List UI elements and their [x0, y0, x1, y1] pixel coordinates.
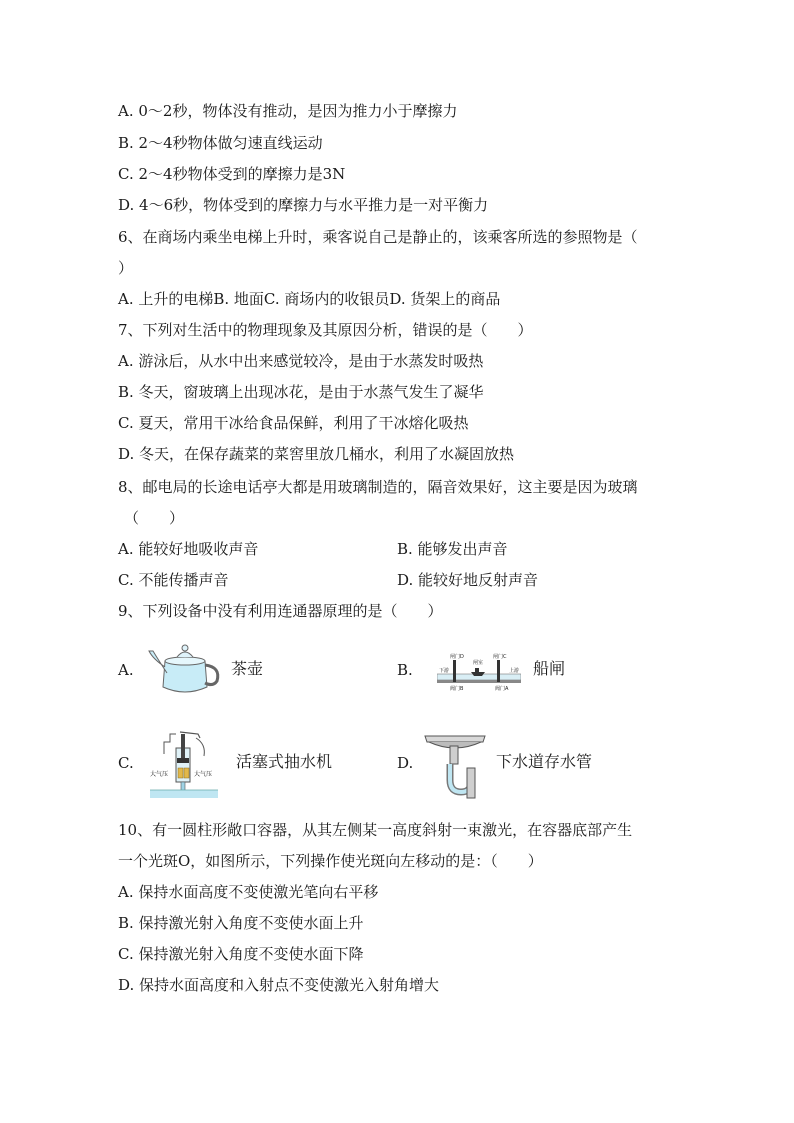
q7-stem: 7、下列对生活中的物理现象及其原因分析，错误的是（ ） — [118, 321, 533, 339]
q8-stem: 8、邮电局的长途电话亭大都是用玻璃制造的，隔音效果好，这主要是因为玻璃 — [118, 478, 638, 496]
q9-option-a-letter: A. — [118, 661, 134, 679]
q7-option-b: B. 冬天，窗玻璃上出现冰花，是由于水蒸气发生了凝华 — [118, 383, 484, 401]
q10-option-d: D. 保持水面高度和入射点不变使激光入射角增大 — [118, 976, 440, 994]
lock-label-valve-b: 阀门B — [450, 686, 464, 692]
q9-option-a-caption: 茶壶 — [231, 659, 264, 678]
q9-stem: 9、下列设备中没有利用连通器原理的是（ ） — [118, 602, 443, 620]
q10-stem-cont: 一个光斑O，如图所示，下列操作使光斑向左移动的是：（ ） — [118, 852, 543, 870]
q10-option-a: A. 保持水面高度不变使激光笔向右平移 — [118, 883, 379, 901]
q9-option-b-caption: 船闸 — [533, 659, 566, 678]
lock-label-gate-d: 闸门D — [450, 654, 464, 660]
lock-label-valve-a: 阀门A — [495, 686, 509, 692]
q10-option-c: C. 保持激光射入角度不变使水面下降 — [118, 945, 364, 963]
q7-option-a: A. 游泳后，从水中出来感觉较冷，是由于水蒸发时吸热 — [118, 352, 484, 370]
q8-stem-end: （ ） — [124, 509, 185, 527]
q5-option-a: A. 0～2秒，物体没有推动，是因为推力小于摩擦力 — [118, 102, 458, 120]
q7-option-d: D. 冬天，在保存蔬菜的菜窖里放几桶水，利用了水凝固放热 — [118, 445, 515, 463]
pump-label-atm-right: 大气压 — [194, 771, 213, 778]
q9-option-b-letter: B. — [397, 661, 413, 679]
lock-label-downstream: 下游 — [439, 668, 450, 674]
q6-options: A. 上升的电梯B. 地面C. 商场内的收银员D. 货架上的商品 — [118, 290, 501, 308]
q6-stem: 6、在商场内乘坐电梯上升时，乘客说自己是静止的，该乘客所选的参照物是（ — [118, 228, 638, 246]
q6-stem-end: ） — [118, 259, 134, 277]
teapot-icon — [145, 637, 225, 699]
ship-lock-icon — [437, 652, 521, 692]
q5-option-b: B. 2～4秒物体做匀速直线运动 — [118, 134, 323, 152]
q9-option-d-caption: 下水道存水管 — [496, 752, 593, 771]
lock-label-chamber: 闸室 — [473, 660, 484, 666]
q10-option-b: B. 保持激光射入角度不变使水面上升 — [118, 914, 364, 932]
q8-option-c: C. 不能传播声音 — [118, 571, 229, 589]
piston-pump-icon — [150, 728, 218, 800]
q8-option-d: D. 能较好地反射声音 — [397, 571, 539, 589]
q7-option-c: C. 夏天，常用干冰给食品保鲜，利用了干冰熔化吸热 — [118, 414, 469, 432]
drain-trap-icon — [423, 732, 487, 800]
lock-label-gate-c: 闸门C — [493, 654, 507, 660]
q9-option-c-caption: 活塞式抽水机 — [236, 752, 333, 771]
pump-label-atm-left: 大气压 — [150, 771, 169, 778]
q5-option-d: D. 4～6秒，物体受到的摩擦力与水平推力是一对平衡力 — [118, 196, 489, 214]
q8-option-a: A. 能较好地吸收声音 — [118, 540, 259, 558]
q9-option-c-letter: C. — [118, 754, 134, 772]
q8-option-b: B. 能够发出声音 — [397, 540, 508, 558]
lock-label-upstream: 上游 — [509, 668, 520, 674]
q9-option-d-letter: D. — [397, 754, 414, 772]
q5-option-c: C. 2～4秒物体受到的摩擦力是3N — [118, 165, 346, 183]
q10-stem: 10、有一圆柱形敞口容器，从其左侧某一高度斜射一束激光，在容器底部产生 — [118, 821, 633, 839]
